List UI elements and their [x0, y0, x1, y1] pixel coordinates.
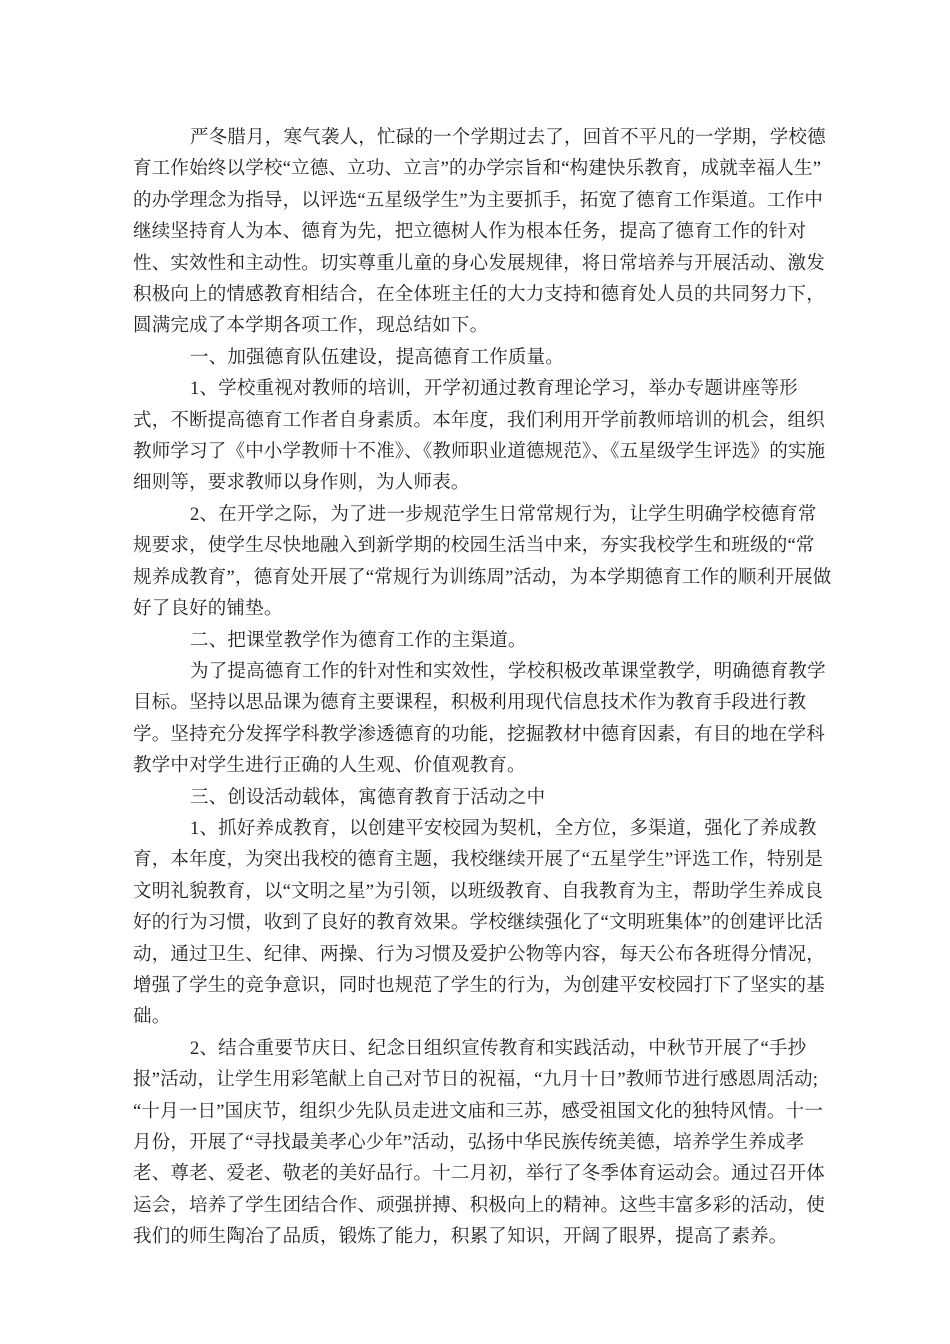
body-paragraph: 1、抓好养成教育，以创建平安校园为契机，全方位，多渠道，强化了养成教育，本年度，为突出我校的德育主题，我校继续开展了“五星学生”评选工作，特别是文明礼貌教育，以“文明之星”为引领，以班级教育、自我教育为主，帮助学生养成良好的行为习惯，收到了良好的教育效果。学校继续强化了“文明班集体”的创建评比活动，通过卫生、纪律、两操、行为习惯及爱护公物等内容，每天公布各班得分情况，增强了学生的竞争意识，同时也规范了学生的行为，为创建平安校园打下了坚实的基础。 — [133, 818, 825, 1028]
body-paragraph: 为了提高德育工作的针对性和实效性，学校积极改革课堂教学，明确德育教学目标。坚持以思品课为德育主要课程，积极利用现代信息技术作为教育手段进行教学。坚持充分发挥学科教学渗透德育的功能，挖掘教材中德育因素，有目的地在学科教学中对学生进行正确的人生观、价值观教育。 — [133, 661, 826, 777]
section-heading: 三、创设活动载体，寓德育教育于活动之中 — [190, 787, 546, 808]
body-paragraph: 严冬腊月，寒气袭人，忙碌的一个学期过去了，回首不平凡的一学期，学校德育工作始终以学校“立德、立功、立言”的办学宗旨和“构建快乐教育，成就幸福人生”的办学理念为指导，以评选“五星级学生”为主要抓手，拓宽了德育工作渠道。工作中继续坚持育人为本、德育为先，把立德树人作为根本任务，提高了德育工作的针对性、实效性和主动性。切实尊重儿童的身心发展规律，将日常培养与开展活动、激发积极向上的情感教育相结合，在全体班主任的大力支持和德育处人员的共同努力下，圆满完成了本学期各项工作，现总结如下。 — [133, 128, 826, 337]
body-paragraph: 2、结合重要节庆日、纪念日组织宣传教育和实践活动，中秋节开展了“手抄报”活动，让学生用彩笔献上自己对节日的祝福，“九月十日”教师节进行感恩周活动;“十月一日”国庆节，组织少先队员走进文庙和三苏，感受祖国文化的独特风情。十一月份，开展了“寻找最美孝心少年”活动，弘扬中华民族传统美德，培养学生养成孝老、尊老、爱老、敬老的美好品行。十二月初，举行了冬季体育运动会。通过召开体运会，培养了学生团结合作、顽强拼搏、积极向上的精神。这些丰富多彩的活动，使我们的师生陶冶了品质，锻炼了能力，积累了知识，开阔了眼界，提高了素养。 — [133, 1038, 825, 1248]
body-paragraph: 2、在开学之际，为了进一步规范学生日常常规行为，让学生明确学校德育常规要求，使学生尽快地融入到新学期的校园生活当中来，夯实我校学生和班级的“常规养成教育”，德育处开展了“常规行为训练周”活动，为本学期德育工作的顺利开展做好了良好的铺垫。 — [133, 504, 832, 620]
document-body — [133, 123, 833, 1254]
section-heading: 二、把课堂教学作为德育工作的主渠道。 — [190, 630, 527, 651]
body-paragraph: 1、学校重视对教师的培训，开学初通过教育理论学习，举办专题讲座等形式，不断提高德育工作者自身素质。本年度，我们利用开学前教师培训的机会，组织教师学习了《中小学教师十不准》、《教师职业道德规范》、《五星级学生评选》的实施细则等，要求教师以身作则，为人师表。 — [133, 379, 826, 494]
section-heading: 一、加强德育队伍建设，提高德育工作质量。 — [190, 347, 565, 368]
